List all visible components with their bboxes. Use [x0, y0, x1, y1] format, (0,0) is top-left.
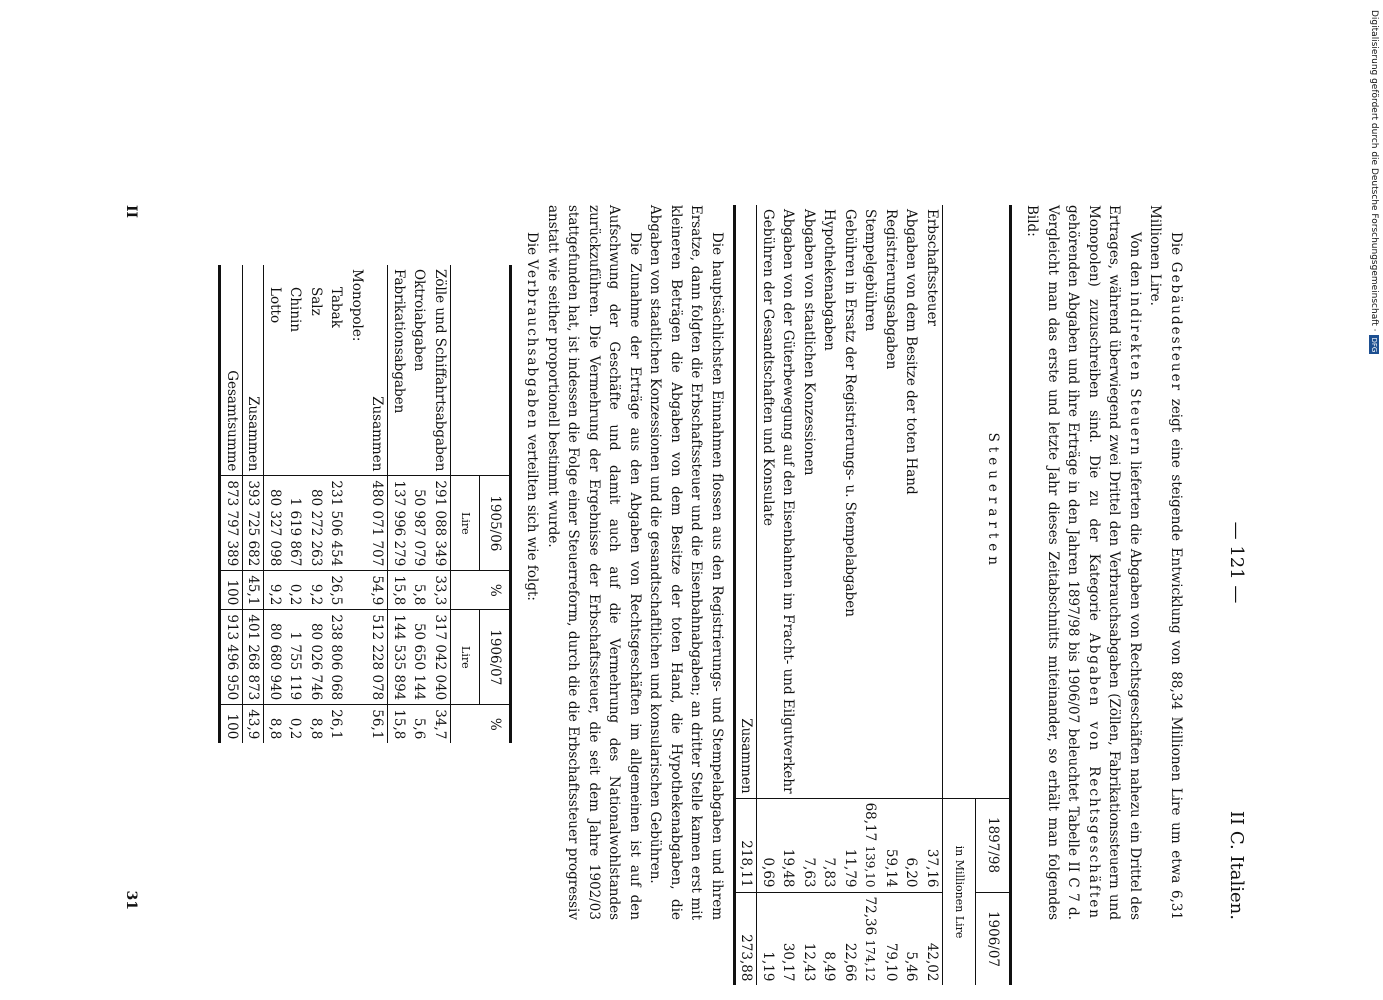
paragraph-gebaeudesteuer	[1145, 205, 1186, 920]
emphasis-span: Verbrauchsabgaben	[524, 259, 541, 431]
watermark-text: Digitalisierung gefördert durch die Deutsche Forschungsgemeinschaft ·	[1369, 10, 1379, 332]
total-row	[220, 265, 243, 743]
sum-row	[243, 265, 265, 743]
cell-pct-1905: 5,8	[409, 571, 430, 610]
table-row	[860, 205, 881, 985]
cell-1897: 0,69	[757, 798, 778, 892]
unit-label: in Millionen Lire	[943, 798, 977, 985]
empty-cell	[347, 610, 368, 705]
cell-1897: 59,14	[881, 798, 902, 892]
text-span: zeigt eine steigende Entwicklung von 88,34 Millionen Lire um etwa 6,31 Millionen Lire.	[1147, 205, 1184, 921]
cell-value: 68,17	[862, 802, 879, 842]
cell-1897: 19,48	[778, 798, 799, 892]
sum-pct-1906: 43,9	[243, 705, 265, 744]
cell-1905: 291 088 349	[430, 476, 451, 571]
group-label-row	[347, 265, 368, 743]
cell-1897	[860, 798, 881, 892]
cell-1897: 7,83	[819, 798, 840, 892]
cell-1906: 42,02	[922, 892, 943, 985]
cell-1905: 1 619 867	[285, 476, 306, 571]
table-row	[757, 205, 778, 985]
cell-1906: 317 042 040	[430, 610, 451, 705]
row-label: Zölle und Schiffahrtsabgaben	[432, 269, 448, 472]
section-title: II C. Italien.	[1226, 810, 1247, 920]
page-body	[219, 205, 1187, 982]
cell-pct-1906: 8,8	[264, 705, 285, 744]
dfg-logo: DFG	[1370, 337, 1378, 353]
cell-1905: 137 996 279	[388, 476, 409, 571]
sum-1906: 273,88	[735, 892, 758, 985]
text-span: lieferten die Abgaben von Rechtsgeschäften nahezu ein Drittel des Ertrages, während überwiegend zwei Drittel den Verbrauchsabgaben (Zöllen, Fabrikationssteuern und Monopolen) zuzuschreiben sind. Die zu der Kategorie	[1086, 205, 1143, 920]
row-label: Oktroiabgaben	[411, 269, 428, 372]
cell-1906: 80 680 940	[264, 610, 285, 705]
cell-1897: 11,79	[840, 798, 861, 892]
cell-pct-1905: 9,2	[306, 571, 327, 610]
text-span: gehörenden Abgaben und ihre Erträge in den Jahren 1897/98 bis 1906/07 beleuchtet Tabelle II C 7 d. Vergleicht man das erste und letzte Jahr dieses Zeitabschnitts miteinander, so erhält man folgendes Bild:	[1024, 205, 1082, 920]
digitization-watermark	[1366, 10, 1382, 570]
cell-1906: 8,49	[819, 892, 840, 985]
cell-1906: 12,43	[799, 892, 820, 985]
row-label: Abgaben von der Güterbewegung auf den Eisenbahnen im Fracht- und Eilgutverkehr	[780, 209, 797, 794]
sum-pct-1905: 54,9	[367, 571, 388, 610]
col-header-1906: 1906/07	[976, 892, 1011, 985]
col-header-1905: 1905/06	[480, 476, 511, 571]
paragraph-indirekte-steuern	[1022, 205, 1145, 920]
row-label: Tabak	[328, 287, 345, 328]
cell-1897: 6,20	[901, 798, 922, 892]
brace-total-1906: 174,12	[863, 939, 878, 982]
col-header-1906: 1906/07	[480, 610, 511, 705]
empty-cell	[347, 571, 368, 610]
table-row	[901, 205, 922, 985]
row-label: Gebühren in Ersatz der Registrierungs- u. Stempelabgaben	[842, 209, 858, 617]
table-row	[430, 265, 451, 743]
cell-pct-1906: 15,8	[388, 705, 409, 744]
page-number: — 121 —	[1226, 521, 1247, 604]
row-label: Lotto	[267, 287, 283, 324]
monopole-label: Monopole:	[349, 269, 365, 342]
table-row	[388, 265, 409, 743]
total-pct-1905: 100	[220, 571, 243, 610]
unit-label-1905: Lire	[451, 476, 481, 571]
row-label: Registrierungsabgaben	[883, 209, 899, 370]
unit-label-1906: Lire	[451, 610, 481, 705]
row-label: Abgaben von staatlichen Konzessionen	[801, 209, 817, 476]
cell-pct-1905: 0,2	[285, 571, 306, 610]
row-label: Erbschaftssteuer	[924, 209, 940, 327]
cell-1906: 79,10	[881, 892, 902, 985]
rechtsgeschaefte-table	[733, 205, 1012, 985]
empty-cell	[347, 476, 368, 571]
watermark-rotator	[1366, 10, 1382, 570]
cell-pct-1906: 0,2	[285, 705, 306, 744]
empty-cell	[347, 705, 368, 744]
cell-pct-1906: 8,8	[306, 705, 327, 744]
sum-label: Zusammen	[735, 205, 758, 798]
table-row	[799, 205, 820, 985]
cell-1906: 22,66	[840, 892, 861, 985]
sum-1905: 393 725 682	[243, 476, 265, 571]
col-header-pct-1906: %	[451, 705, 511, 744]
cell-pct-1905: 26,5	[326, 571, 347, 610]
sum-1906: 401 268 873	[243, 610, 265, 705]
cell-pct-1905: 9,2	[264, 571, 285, 610]
row-label: Chinin	[287, 287, 304, 333]
cell-pct-1905: 15,8	[388, 571, 409, 610]
sum-row	[367, 265, 388, 743]
cell-1897: 37,16	[922, 798, 943, 892]
total-1905: 873 797 389	[220, 476, 243, 571]
cell-1906: 144 535 894	[388, 610, 409, 705]
cell-1905: 50 987 079	[409, 476, 430, 571]
table-row	[285, 265, 306, 743]
cell-1905: 80 327 098	[264, 476, 285, 571]
emphasis-span: Abgaben von Rechtsgeschäften	[1086, 633, 1102, 921]
brace-total-1897: 139,10	[863, 845, 878, 888]
table-row	[840, 205, 861, 985]
col-header-1897: 1897/98	[976, 798, 1011, 892]
cell-1905: 80 272 263	[306, 476, 327, 571]
document-page	[46, 20, 1336, 980]
total-pct-1906: 100	[220, 705, 243, 744]
text-span: Die	[524, 232, 541, 256]
row-label: Gebühren der Gesandtschaften und Konsulate	[760, 209, 776, 527]
row-label: Fabrikationsabgaben	[391, 269, 407, 414]
sum-pct-1905: 45,1	[243, 571, 265, 610]
table-row	[778, 205, 799, 985]
cell-pct-1906: 34,7	[430, 705, 451, 744]
row-label: Salz	[308, 287, 324, 316]
col-header-pct-1905: %	[451, 571, 511, 610]
text-span: Von den	[1127, 232, 1143, 287]
sum-1906: 512 228 078	[367, 610, 388, 705]
cell-1906: 1 755 119	[285, 610, 306, 705]
paragraph-zunahme: Die Zunahme der Erträge aus den Abgaben von Rechtsgeschäften im allgemeinen ist auf den Aufschwung der Geschäfte und damit auch auf die Vermehrung des Nationalwohlstandes zurückzuführen. Die Vermehrung der Ergebnisse der Erbschaftssteuer, die seit dem Jahre 1902/03 stattgefunden hat, ist indessen die Folge einer Steuerreform, durch die die Erbschaftssteuer progressiv anstatt wie seither proportionell bestimmt wurde.	[545, 205, 643, 920]
row-label: Hypothekenabgaben	[821, 209, 838, 351]
row-label: Abgaben von dem Besitze der toten Hand	[903, 209, 920, 495]
sum-1897: 218,11	[735, 798, 758, 892]
table-row	[264, 265, 285, 743]
table-row	[922, 205, 943, 985]
cell-1906	[860, 892, 881, 985]
sum-label: Zusammen	[243, 265, 265, 476]
row-label: Stempelgebühren	[862, 209, 879, 332]
cell-1906: 5,46	[901, 892, 922, 985]
cell-value: 72,36	[862, 896, 879, 936]
sum-label: Zusammen	[367, 265, 388, 476]
sum-row	[735, 205, 758, 985]
table-row	[326, 265, 347, 743]
paragraph-verbrauchsabgaben	[522, 205, 543, 920]
paragraph-einnahmen: Die hauptsächlichsten Einnahmen flossen aus den Registrierungs- und Stempelabgaben und ihrem Ersatze, dann folgten die Erbschaftssteuer und die Eisenbahnabgaben; an dritter Stelle kamen erst mit kleineren Beträgen die Abgaben von dem Besitze der toten Hand, die Hypothekenabgaben, die Abgaben von staatlichen Konzessionen und die gesandtschaftlichen und konsularischen Gebühren.	[647, 205, 725, 920]
cell-1906: 30,17	[778, 892, 799, 985]
cell-1906: 80 026 746	[306, 610, 327, 705]
cell-pct-1906: 5,6	[409, 705, 430, 744]
emphasis-span: indirekten Steuern	[1127, 291, 1143, 457]
cell-pct-1905: 33,3	[430, 571, 451, 610]
cell-1897: 7,63	[799, 798, 820, 892]
sum-pct-1906: 56,1	[367, 705, 388, 744]
sum-1905: 480 071 707	[367, 476, 388, 571]
table-row	[306, 265, 327, 743]
cell-1906: 238 806 068	[326, 610, 347, 705]
table-row	[409, 265, 430, 743]
table-row	[881, 205, 902, 985]
text-span: Die	[1168, 232, 1184, 256]
signature-mark: II	[123, 205, 139, 219]
cell-pct-1906: 26,1	[326, 705, 347, 744]
cell-1906: 1,19	[757, 892, 778, 985]
total-label: Gesamtsumme	[220, 265, 243, 476]
page-header	[1216, 205, 1246, 920]
verbrauchsabgaben-table	[219, 265, 513, 743]
table-row	[819, 205, 840, 985]
text-span: verteilten sich wie folgt:	[524, 434, 541, 601]
emphasis-span: Gebäudesteuer	[1168, 261, 1184, 393]
sheet-number: 31	[123, 890, 139, 910]
total-1906: 913 496 950	[220, 610, 243, 705]
col-header-steuerarten: Steuerarten	[943, 205, 1011, 798]
col-header-blank	[451, 265, 511, 476]
cell-1906: 50 650 144	[409, 610, 430, 705]
cell-1905: 231 506 454	[326, 476, 347, 571]
